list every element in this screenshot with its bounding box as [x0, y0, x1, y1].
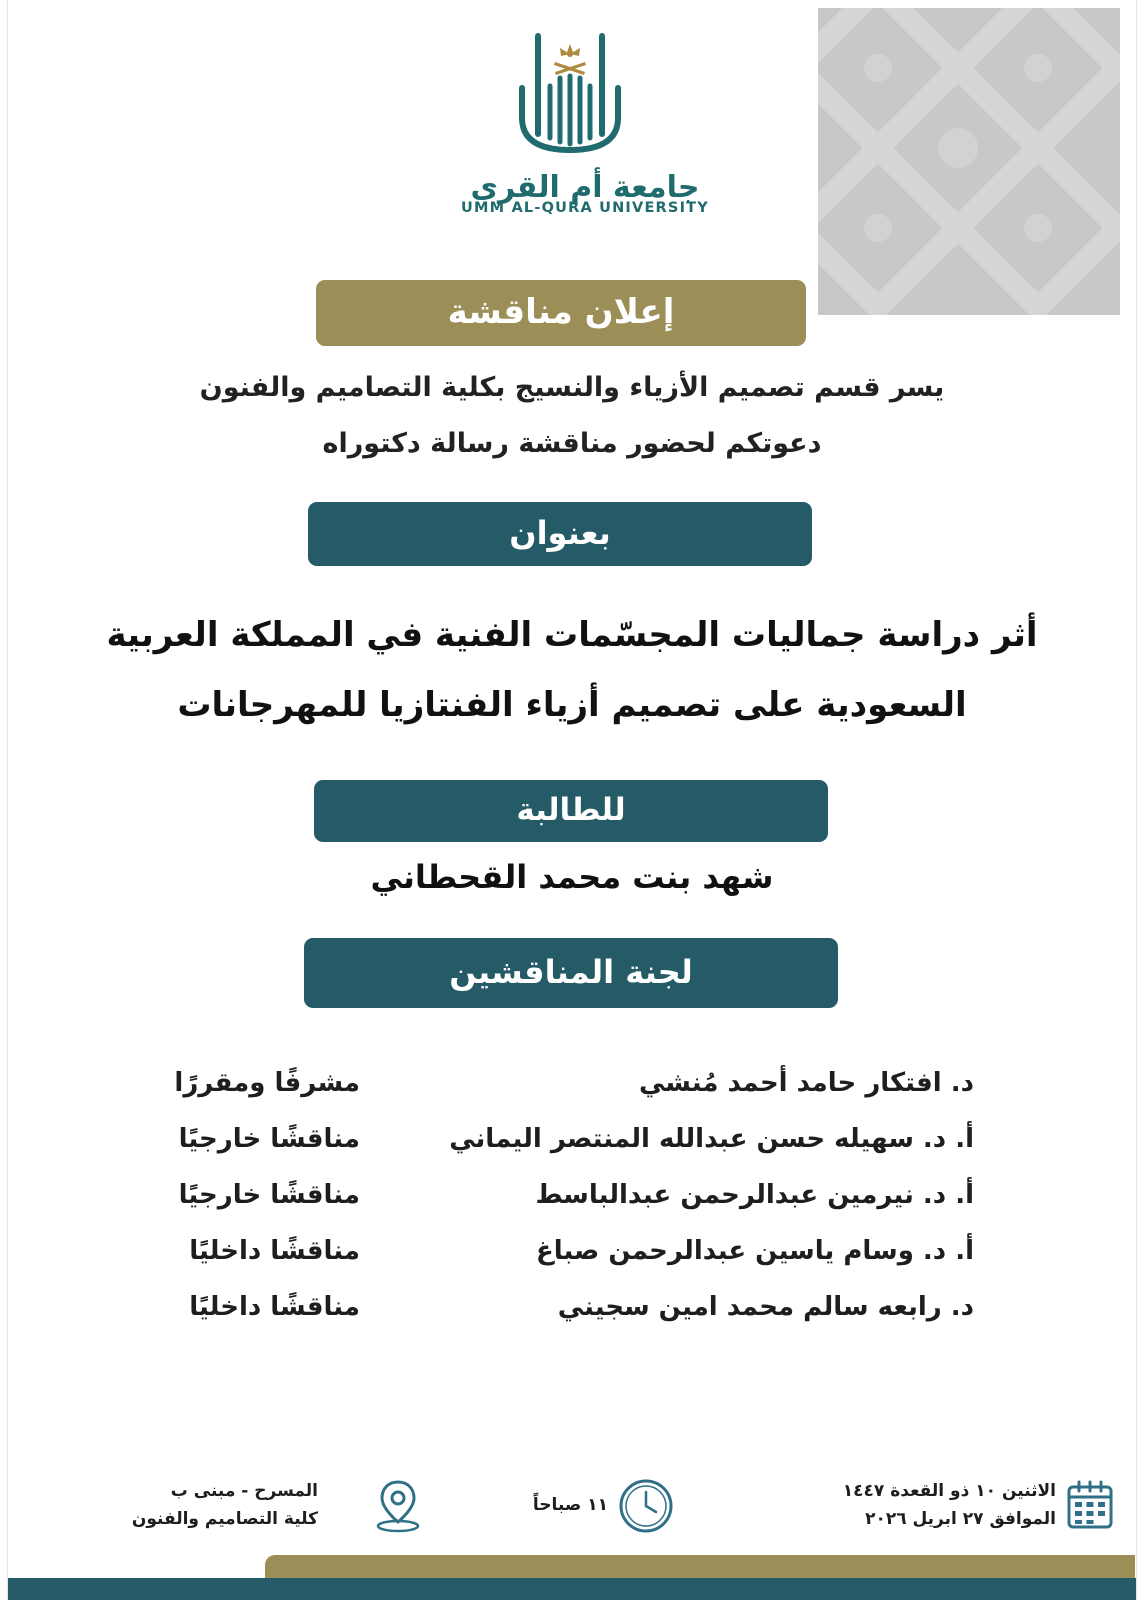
university-logo — [440, 28, 730, 218]
footer-teal-bar — [8, 1578, 1136, 1600]
footer-gold-bar — [265, 1555, 1135, 1579]
clock-icon — [618, 1478, 674, 1538]
thesis-title-line-2: السعودية على تصميم أزياء الفنتازيا للمهرجانات — [177, 685, 967, 725]
member-name: د. رابعه سالم محمد امين سجيني — [557, 1292, 974, 1322]
announcement-banner — [316, 280, 806, 346]
decorative-pattern — [818, 8, 1120, 315]
committee-member — [0, 1180, 1144, 1230]
committee-heading: لجنة المناقشين — [449, 953, 693, 991]
logo-english-name: UMM AL-QURA UNIVERSITY — [461, 200, 709, 216]
member-name: أ. د. وسام ياسين عبدالرحمن صباغ — [536, 1236, 974, 1266]
committee-member — [0, 1292, 1144, 1342]
intro-line-2: دعوتكم لحضور مناقشة رسالة دكتوراه — [322, 428, 822, 459]
time-text: ١١ صباحاً — [532, 1495, 608, 1515]
location-venue: المسرح - مبنى ب — [170, 1481, 318, 1501]
intro-line-1: يسر قسم تصميم الأزياء والنسيج بكلية التصاميم والفنون — [199, 372, 945, 403]
member-role: مناقشًا داخليًا — [189, 1236, 360, 1266]
date-hijri: الاثنين ١٠ ذو القعدة ١٤٤٧ — [842, 1481, 1056, 1501]
committee-member — [0, 1124, 1144, 1174]
student-name: شهد بنت محمد القحطاني — [370, 858, 774, 896]
thesis-title-line-1: أثر دراسة جماليات المجسّمات الفنية في المملكة العربية — [106, 615, 1038, 655]
member-name: أ. د. نيرمين عبدالرحمن عبدالباسط — [535, 1180, 974, 1210]
student-heading: للطالبة — [516, 792, 626, 828]
location-college: كلية التصاميم والفنون — [131, 1509, 318, 1529]
logo-arabic-name: جامعة أم القرى — [470, 170, 700, 205]
location-pin-icon — [372, 1478, 424, 1538]
member-role: مناقشًا داخليًا — [189, 1292, 360, 1322]
member-role: مشرفًا ومقررًا — [174, 1068, 360, 1098]
announcement-title: إعلان مناقشة — [447, 292, 675, 332]
member-role: مناقشًا خارجيًا — [178, 1180, 360, 1210]
logo-emblem-icon — [440, 28, 730, 168]
date-gregorian: الموافق ٢٧ ابريل ٢٠٢٦ — [865, 1509, 1056, 1529]
footer-date — [826, 1478, 1124, 1538]
member-name: أ. د. سهيله حسن عبدالله المنتصر اليماني — [449, 1124, 974, 1154]
member-role: مناقشًا خارجيًا — [178, 1124, 360, 1154]
student-heading-banner — [314, 780, 828, 842]
committee-member — [0, 1068, 1144, 1118]
footer-location — [130, 1478, 430, 1538]
committee-member — [0, 1236, 1144, 1286]
committee-heading-banner — [304, 938, 838, 1008]
footer-time — [520, 1478, 680, 1538]
thesis-heading-banner — [308, 502, 812, 566]
member-name: د. افتكار حامد أحمد مُنشي — [638, 1068, 974, 1098]
calendar-icon — [1066, 1480, 1114, 1534]
thesis-heading: بعنوان — [509, 514, 611, 552]
